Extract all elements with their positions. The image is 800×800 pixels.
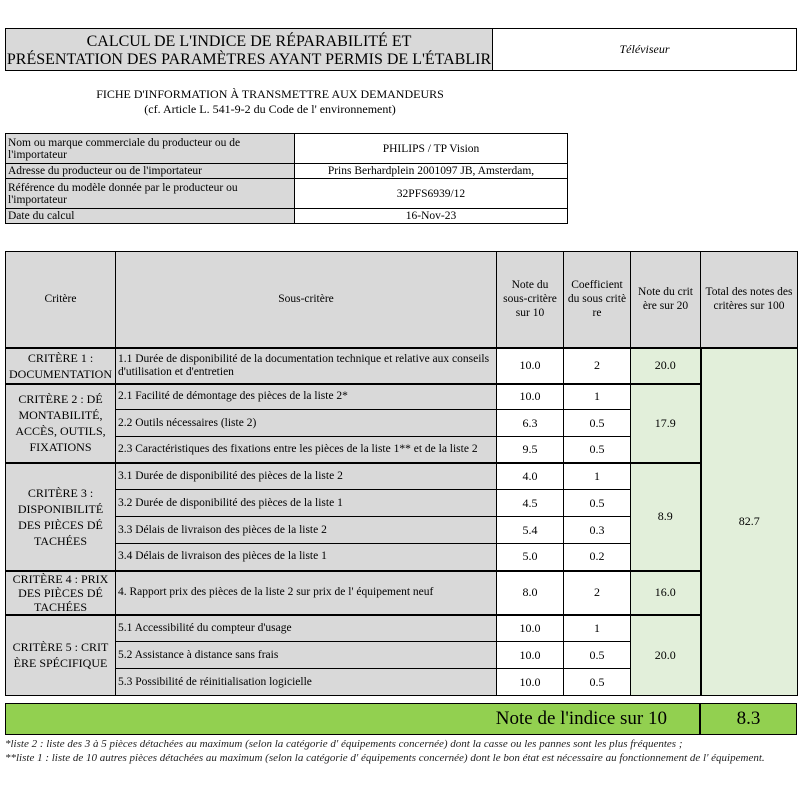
table-row [6, 463, 798, 490]
final-score-label: Note de l'indice sur 10 [5, 703, 700, 735]
header [5, 28, 797, 71]
col-header-note-critere: Note du crit ère sur 20 [631, 252, 701, 348]
subtitle-line-1: FICHE D'INFORMATION À TRANSMETTRE AUX DEMANDEURS [96, 87, 444, 101]
sub-criterion-note: 10.0 [497, 384, 564, 410]
sub-criterion-note: 4.5 [497, 490, 564, 517]
sub-criterion-label: 5.1 Accessibilité du compteur d'usage [116, 615, 497, 642]
info-row [6, 179, 568, 209]
info-label: Référence du modèle donnée par le producteur ou l'importateur [6, 179, 295, 209]
sub-criterion-label: 3.3 Délais de livraison des pièces de la liste 2 [116, 517, 497, 544]
criterion-name: CRITÈRE 4 : PRIX DES PIÈCES DÉ TACHÉES [6, 571, 116, 615]
sub-criterion-label: 5.3 Possibilité de réinitialisation logicielle [116, 669, 497, 696]
info-row [6, 134, 568, 164]
sub-criterion-coef: 0.5 [564, 490, 631, 517]
footnotes [5, 737, 795, 765]
subtitle-line-2: (cf. Article L. 541-9-2 du Code de l' environnement) [144, 102, 396, 116]
info-value: 32PFS6939/12 [295, 179, 568, 209]
sub-criterion-coef: 2 [564, 348, 631, 384]
table-row [6, 571, 798, 615]
info-value: Prins Berhardplein 2001097 JB, Amsterdam, [295, 164, 568, 179]
info-row [6, 209, 568, 224]
sub-criterion-note: 8.0 [497, 571, 564, 615]
sub-criterion-note: 10.0 [497, 348, 564, 384]
sub-criterion-label: 3.1 Durée de disponibilité des pièces de la liste 2 [116, 463, 497, 490]
sub-criterion-note: 5.4 [497, 517, 564, 544]
criterion-name: CRITÈRE 5 : CRIT ÈRE SPÉCIFIQUE [6, 615, 116, 696]
table-row [6, 348, 798, 384]
col-header-total: Total des notes des critères sur 100 [701, 252, 798, 348]
sub-criterion-note: 10.0 [497, 615, 564, 642]
sub-criterion-label: 2.1 Facilité de démontage des pièces de la liste 2* [116, 384, 497, 410]
footnote-liste-2: *liste 2 : liste des 3 à 5 pièces détachées au maximum (selon la catégorie d' équipements concernée) dont la casse ou les pannes sont les plus fréquentes ; [5, 738, 683, 750]
sub-criterion-note: 4.0 [497, 463, 564, 490]
criterion-note: 16.0 [631, 571, 701, 615]
sub-criterion-coef: 2 [564, 571, 631, 615]
sub-criterion-label: 3.4 Délais de livraison des pièces de la liste 1 [116, 544, 497, 571]
sub-criterion-coef: 0.3 [564, 517, 631, 544]
title-line-2: PRÉSENTATION DES PARAMÈTRES AYANT PERMIS DE L'ÉTABLIR [6, 50, 492, 68]
criterion-name: CRITÈRE 2 : DÉ MONTABILITÉ, ACCÈS, OUTILS, FIXATIONS [6, 384, 116, 463]
info-label: Adresse du producteur ou de l'importateur [6, 164, 295, 179]
sub-criterion-label: 1.1 Durée de disponibilité de la documentation technique et relative aux conseils d'utilisation et d'entretien [116, 348, 497, 384]
repairability-table [5, 251, 798, 696]
producer-info-table [5, 133, 568, 224]
sub-criterion-note: 5.0 [497, 544, 564, 571]
table-row [6, 615, 798, 642]
sub-criterion-label: 5.2 Assistance à distance sans frais [116, 642, 497, 669]
subtitle [0, 87, 540, 117]
sub-criterion-coef: 0.5 [564, 642, 631, 669]
product-type: Téléviseur [493, 28, 797, 71]
criterion-note: 20.0 [631, 615, 701, 696]
criterion-note: 17.9 [631, 384, 701, 463]
sub-criterion-coef: 0.2 [564, 544, 631, 571]
info-row [6, 164, 568, 179]
sub-criterion-label: 3.2 Durée de disponibilité des pièces de la liste 1 [116, 490, 497, 517]
header-row [6, 252, 798, 348]
sub-criterion-note: 9.5 [497, 437, 564, 463]
sub-criterion-coef: 1 [564, 463, 631, 490]
total-score: 82.7 [701, 348, 798, 696]
col-header-coefficient: Coefficient du sous critè re [564, 252, 631, 348]
col-header-note-sous-critere: Note du sous-critère sur 10 [497, 252, 564, 348]
sub-criterion-label: 4. Rapport prix des pièces de la liste 2 sur prix de l' équipement neuf [116, 571, 497, 615]
col-header-critere: Critère [6, 252, 116, 348]
sub-criterion-coef: 1 [564, 615, 631, 642]
criterion-note: 20.0 [631, 348, 701, 384]
criterion-note: 8.9 [631, 463, 701, 571]
col-header-sous-critere: Sous-critère [116, 252, 497, 348]
sub-criterion-coef: 0.5 [564, 669, 631, 696]
criterion-name: CRITÈRE 1 : DOCUMENTATION [6, 348, 116, 384]
sub-criterion-label: 2.3 Caractéristiques des fixations entre les pièces de la liste 1** et de la liste 2 [116, 437, 497, 463]
sub-criterion-note: 10.0 [497, 669, 564, 696]
title-line-1: CALCUL DE L'INDICE DE RÉPARABILITÉ ET [86, 32, 412, 50]
sub-criterion-coef: 1 [564, 384, 631, 410]
info-value: 16-Nov-23 [295, 209, 568, 224]
table-row [6, 384, 798, 410]
info-label: Nom ou marque commerciale du producteur ou de l'importateur [6, 134, 295, 164]
info-label: Date du calcul [6, 209, 295, 224]
info-value: PHILIPS / TP Vision [295, 134, 568, 164]
final-score-value: 8.3 [700, 703, 797, 735]
sub-criterion-coef: 0.5 [564, 410, 631, 437]
sub-criterion-coef: 0.5 [564, 437, 631, 463]
sub-criterion-label: 2.2 Outils nécessaires (liste 2) [116, 410, 497, 437]
document-title [5, 28, 493, 71]
sub-criterion-note: 10.0 [497, 642, 564, 669]
criterion-name: CRITÈRE 3 : DISPONIBILITÉ DES PIÈCES DÉ TACHÉES [6, 463, 116, 571]
footnote-liste-1: **liste 1 : liste de 10 autres pièces détachées au maximum (selon la catégorie d' équipements concernée) dont le bon état est nécessaire au fonctionnement de l' équipement. [5, 752, 765, 764]
final-score-bar [5, 703, 797, 735]
sub-criterion-note: 6.3 [497, 410, 564, 437]
